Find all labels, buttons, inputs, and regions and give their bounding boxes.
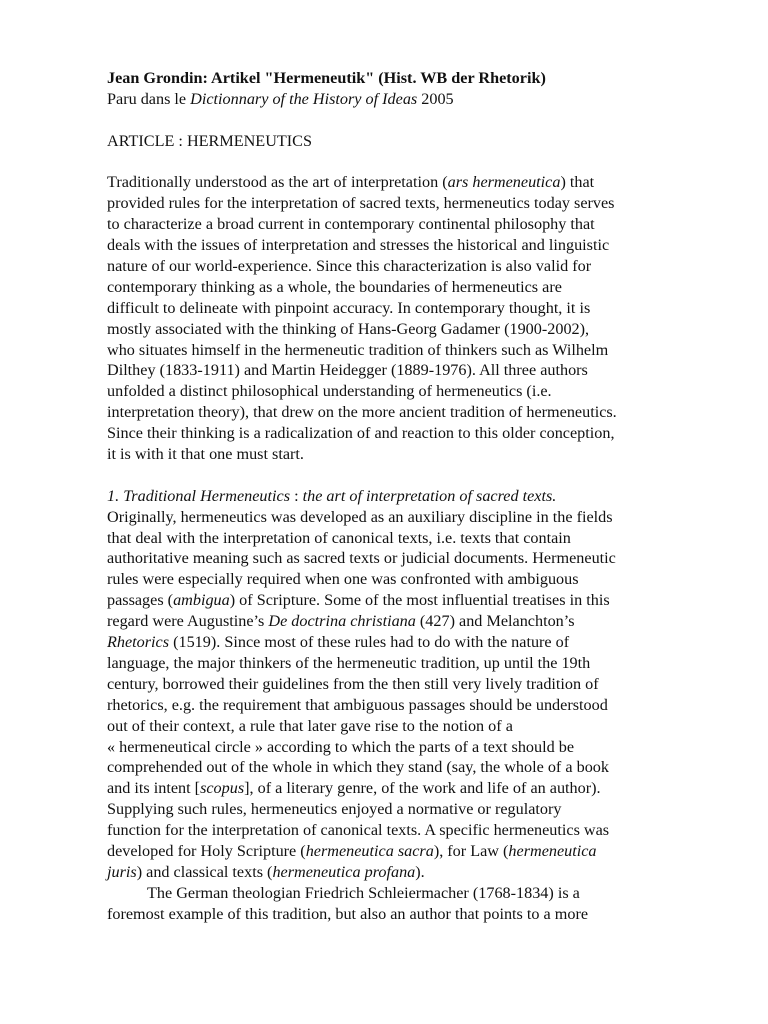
text-line: authoritative meaning such as sacred texts or judicial documents. Hermeneutic — [107, 549, 616, 568]
article-heading: ARTICLE : HERMENEUTICS — [107, 131, 312, 150]
text-line: Dilthey (1833-1911) and Martin Heidegger (1889-1976). All three authors — [107, 361, 588, 380]
italic-term: hermeneutica profana — [272, 862, 416, 881]
text-run: (427) and Melanchton’s — [415, 612, 575, 631]
text-line: who situates himself in the hermeneutic tradition of thinkers such as Wilhelm — [107, 340, 609, 359]
text-line — [107, 841, 747, 862]
italic-term: De doctrina christiana — [268, 612, 416, 631]
text-line: function for the interpretation of canonical texts. A specific hermeneutics was — [107, 821, 610, 840]
italic-term: hermeneutica — [508, 841, 597, 860]
italic-term: Rhetorics — [107, 633, 170, 652]
text-run: ) and classical texts ( — [136, 862, 273, 881]
text-run: regard were Augustine’s — [107, 612, 269, 631]
italic-term: juris — [107, 862, 137, 881]
text-line: Supplying such rules, hermeneutics enjoyed a normative or regulatory — [107, 800, 562, 819]
text-run: passages ( — [107, 591, 174, 610]
publication-prefix: Paru dans le — [107, 89, 191, 108]
text-line: to characterize a broad current in contemporary continental philosophy that — [107, 215, 595, 234]
text-run: : — [290, 486, 303, 505]
text-run: ). — [415, 862, 425, 881]
section-1 — [107, 486, 747, 925]
text-run: ) of Scripture. Some of the most influential treatises in this — [229, 591, 610, 610]
text-line — [107, 862, 747, 883]
text-line: difficult to delineate with pinpoint accuracy. In contemporary thought, it is — [107, 298, 591, 317]
section-heading-title: 1. Traditional Hermeneutics — [107, 486, 291, 505]
section-heading-subtitle: the art of interpretation of sacred texts. — [302, 486, 557, 505]
text-run: (1519). Since most of these rules had to do with the nature of — [169, 633, 570, 652]
text-run: Traditionally understood as the art of interpretation ( — [107, 173, 448, 192]
italic-term: hermeneutica sacra — [305, 841, 434, 860]
text-line: Since their thinking is a radicalization of and reaction to this older conception, — [107, 424, 615, 443]
text-line: it is with it that one must start. — [107, 445, 304, 464]
document-title: Jean Grondin: Artikel "Hermeneutik" (Hist. WB der Rhetorik) — [107, 69, 546, 87]
text-line: unfolded a distinct philosophical understanding of hermeneutics (i.e. — [107, 382, 552, 401]
text-run: developed for Holy Scripture ( — [107, 841, 306, 860]
text-line: rhetorics, e.g. the requirement that ambiguous passages should be understood — [107, 695, 608, 714]
publication-title: Dictionnary of the History of Ideas — [190, 89, 418, 108]
spacer — [107, 465, 747, 486]
document-page — [107, 68, 747, 925]
text-line — [107, 778, 747, 799]
italic-term: ars hermeneutica — [447, 173, 561, 192]
text-line: nature of our world-experience. Since this characterization is also valid for — [107, 257, 592, 276]
text-line — [107, 590, 747, 611]
publication-line — [107, 89, 747, 110]
text-line: out of their context, a rule that later gave rise to the notion of a — [107, 716, 513, 735]
text-run: and its intent [ — [107, 779, 201, 798]
text-line: interpretation theory), that drew on the more ancient tradition of hermeneutics. — [107, 403, 617, 422]
text-line: comprehended out of the whole in which they stand (say, the whole of a book — [107, 758, 609, 777]
text-line: deals with the issues of interpretation and stresses the historical and linguistic — [107, 236, 610, 255]
spacer — [107, 110, 747, 131]
spacer — [107, 152, 747, 173]
italic-term: scopus — [200, 779, 245, 798]
text-run: ) that — [560, 173, 595, 192]
text-line: that deal with the interpretation of canonical texts, i.e. texts that contain — [107, 528, 571, 547]
text-line: century, borrowed their guidelines from the then still very lively tradition of — [107, 674, 599, 693]
text-line: language, the major thinkers of the hermeneutic tradition, up until the 19th — [107, 653, 591, 672]
text-line — [107, 632, 747, 653]
text-line — [107, 611, 747, 632]
text-line — [107, 172, 747, 193]
intro-paragraph — [107, 172, 747, 464]
section-heading — [107, 486, 747, 507]
text-run: ), for Law ( — [433, 841, 509, 860]
text-line: mostly associated with the thinking of Hans-Georg Gadamer (1900-2002), — [107, 319, 590, 338]
italic-term: ambigua — [173, 591, 230, 610]
text-line-indented: The German theologian Friedrich Schleiermacher (1768-1834) is a — [147, 883, 580, 902]
text-run: ], of a literary genre, of the work and life of an author). — [244, 779, 601, 798]
text-line: foremost example of this tradition, but also an author that points to a more — [107, 904, 589, 923]
text-line: contemporary thinking as a whole, the boundaries of hermeneutics are — [107, 277, 562, 296]
text-line: « hermeneutical circle » according to which the parts of a text should be — [107, 737, 575, 756]
publication-year: 2005 — [417, 89, 454, 108]
text-line: provided rules for the interpretation of sacred texts, hermeneutics today serves — [107, 194, 615, 213]
text-line: rules were especially required when one was confronted with ambiguous — [107, 570, 579, 589]
text-line: Originally, hermeneutics was developed as an auxiliary discipline in the fields — [107, 507, 613, 526]
